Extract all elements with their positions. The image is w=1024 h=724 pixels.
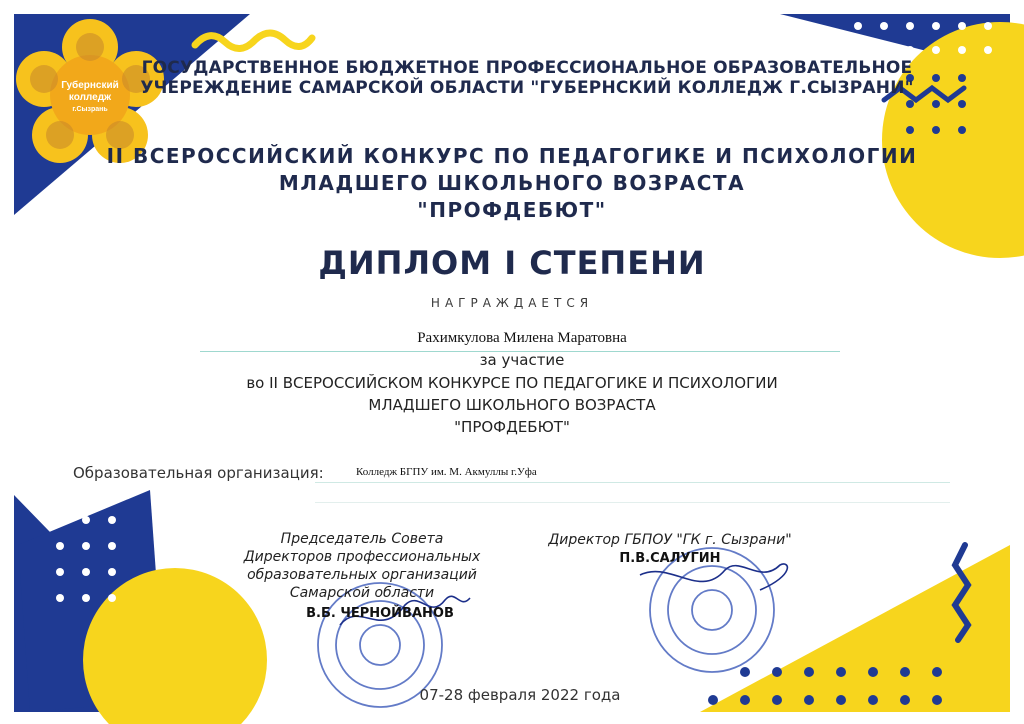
participation-text: за участие — [479, 351, 565, 369]
left-title-line-2: Директоров профессиональных — [243, 549, 481, 565]
stamp-right — [650, 548, 774, 672]
participation-contest-line-1: во II ВСЕРОССИЙСКОМ КОНКУРСЕ ПО ПЕДАГОГИКЕ И ПСИХОЛОГИИ — [246, 374, 778, 392]
left-title-line-1: Председатель Совета — [280, 531, 444, 547]
right-signatory-name: П.В.САЛУГИН — [619, 551, 721, 566]
organization-underline — [315, 482, 950, 483]
contest-line-3: "ПРОФДЕБЮТ" — [417, 198, 607, 222]
left-signatory-title — [232, 530, 492, 602]
organization-header — [0, 58, 1024, 98]
left-title-line-3: образовательных организаций — [247, 567, 477, 583]
logo-text-line2: колледж — [68, 92, 112, 103]
right-signatory-title: Директор ГБПОУ "ГК г. Сызрани" — [548, 532, 792, 548]
contest-line-1: II ВСЕРОССИЙСКИЙ КОНКУРС ПО ПЕДАГОГИКЕ И ПСИХОЛОГИИ — [106, 144, 918, 168]
left-signatory-name: В.Б. ЧЕРНОЙВАНОВ — [306, 606, 454, 621]
logo-text-line3: г.Сызрань — [72, 106, 108, 113]
event-date: 07-28 февраля 2022 года — [419, 686, 621, 704]
participation-contest — [0, 372, 1024, 438]
org-line-2: УЧЕРЕЖДЕНИЕ САМАРСКОЙ ОБЛАСТИ "ГУБЕРНСКИЙ КОЛЛЕДЖ Г.СЫЗРАНИ" — [140, 78, 914, 98]
awarded-label: НАГРАЖДАЕТСЯ — [430, 296, 594, 310]
left-title-line-4: Самарской области — [289, 585, 435, 601]
recipient-name: Рахимкулова Милена Маратовна — [417, 330, 627, 346]
contest-title — [0, 143, 1024, 224]
organization-label: Образовательная организация: — [73, 464, 324, 482]
organization-value: Колледж БГПУ им. М. Акмуллы г.Уфа — [356, 466, 537, 478]
logo-text-line1: Губернский — [61, 80, 119, 91]
org-line-1: ГОСУДАРСТВЕННОЕ БЮДЖЕТНОЕ ПРОФЕССИОНАЛЬНОЕ ОБРАЗОВАТЕЛЬНОЕ — [141, 58, 913, 78]
contest-line-2: МЛАДШЕГО ШКОЛЬНОГО ВОЗРАСТА — [278, 171, 746, 195]
organization-underline-2 — [315, 502, 950, 503]
diploma-title: ДИПЛОМ I СТЕПЕНИ — [318, 244, 706, 282]
participation-contest-line-2: МЛАДШЕГО ШКОЛЬНОГО ВОЗРАСТА — [368, 396, 656, 414]
participation-contest-line-3: "ПРОФДЕБЮТ" — [454, 418, 570, 436]
